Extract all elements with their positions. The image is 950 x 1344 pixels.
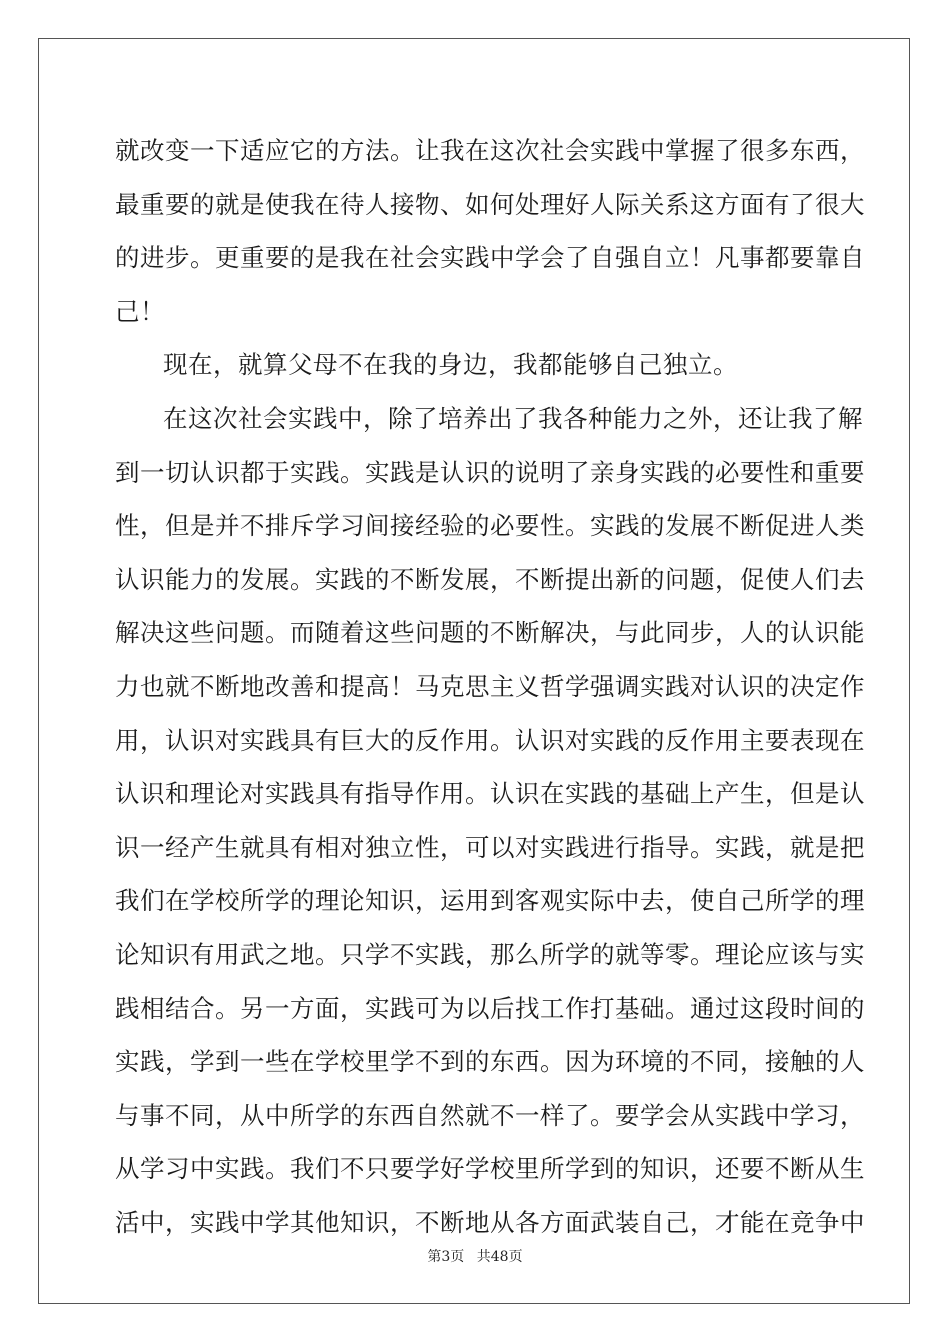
text-line: 最重要的就是使我在待人接物、如何处理好人际关系这方面有了很大 [115, 189, 865, 219]
text-line: 力也就不断地改善和提高！马克思主义哲学强调实践对认识的决定作 [115, 671, 865, 701]
document-body [115, 124, 865, 1249]
text-line: 实践，学到一些在学校里学不到的东西。因为环境的不同，接触的人 [115, 1047, 865, 1077]
text-line: 识一经产生就具有相对独立性，可以对实践进行指导。实践，就是把 [115, 832, 865, 862]
text-line: 论知识有用武之地。只学不实践，那么所学的就等零。理论应该与实 [115, 939, 865, 969]
text-line: 用，认识对实践具有巨大的反作用。认识对实践的反作用主要表现在 [115, 725, 865, 755]
text-line: 就改变一下适应它的方法。让我在这次社会实践中掌握了很多东西， [115, 136, 865, 165]
text-line: 在这次社会实践中，除了培养出了我各种能力之外，还让我了解 [163, 403, 863, 433]
text-line: 性，但是并不排斥学习间接经验的必要性。实践的发展不断促进人类 [115, 511, 865, 541]
text-line: 认识和理论对实践具有指导作用。认识在实践的基础上产生，但是认 [115, 779, 865, 809]
current-page-number: 第3页 [427, 1249, 465, 1265]
text-line: 己！ [115, 296, 165, 326]
total-page-count: 共48页 [476, 1249, 523, 1265]
text-line: 践相结合。另一方面，实践可为以后找工作打基础。通过这段时间的 [115, 993, 865, 1023]
page-footer [0, 1246, 950, 1266]
text-line: 的进步。更重要的是我在社会实践中学会了自强自立！凡事都要靠自 [115, 243, 865, 273]
text-line: 我们在学校所学的理论知识，运用到客观实际中去，使自己所学的理 [115, 886, 865, 916]
text-line: 从学习中实践。我们不只要学好学校里所学到的知识，还要不断从生 [115, 1154, 865, 1184]
text-line: 解决这些问题。而随着这些问题的不断解决，与此同步，人的认识能 [115, 618, 865, 648]
text-line: 到一切认识都于实践。实践是认识的说明了亲身实践的必要性和重要 [115, 457, 865, 487]
text-line: 现在，就算父母不在我的身边，我都能够自己独立。 [163, 350, 738, 380]
text-line: 与事不同，从中所学的东西自然就不一样了。要学会从实践中学习， [115, 1100, 865, 1130]
text-line: 认识能力的发展。实践的不断发展，不断提出新的问题，促使人们去 [115, 564, 865, 594]
text-line: 活中，实践中学其他知识，不断地从各方面武装自己，才能在竞争中 [115, 1207, 865, 1237]
